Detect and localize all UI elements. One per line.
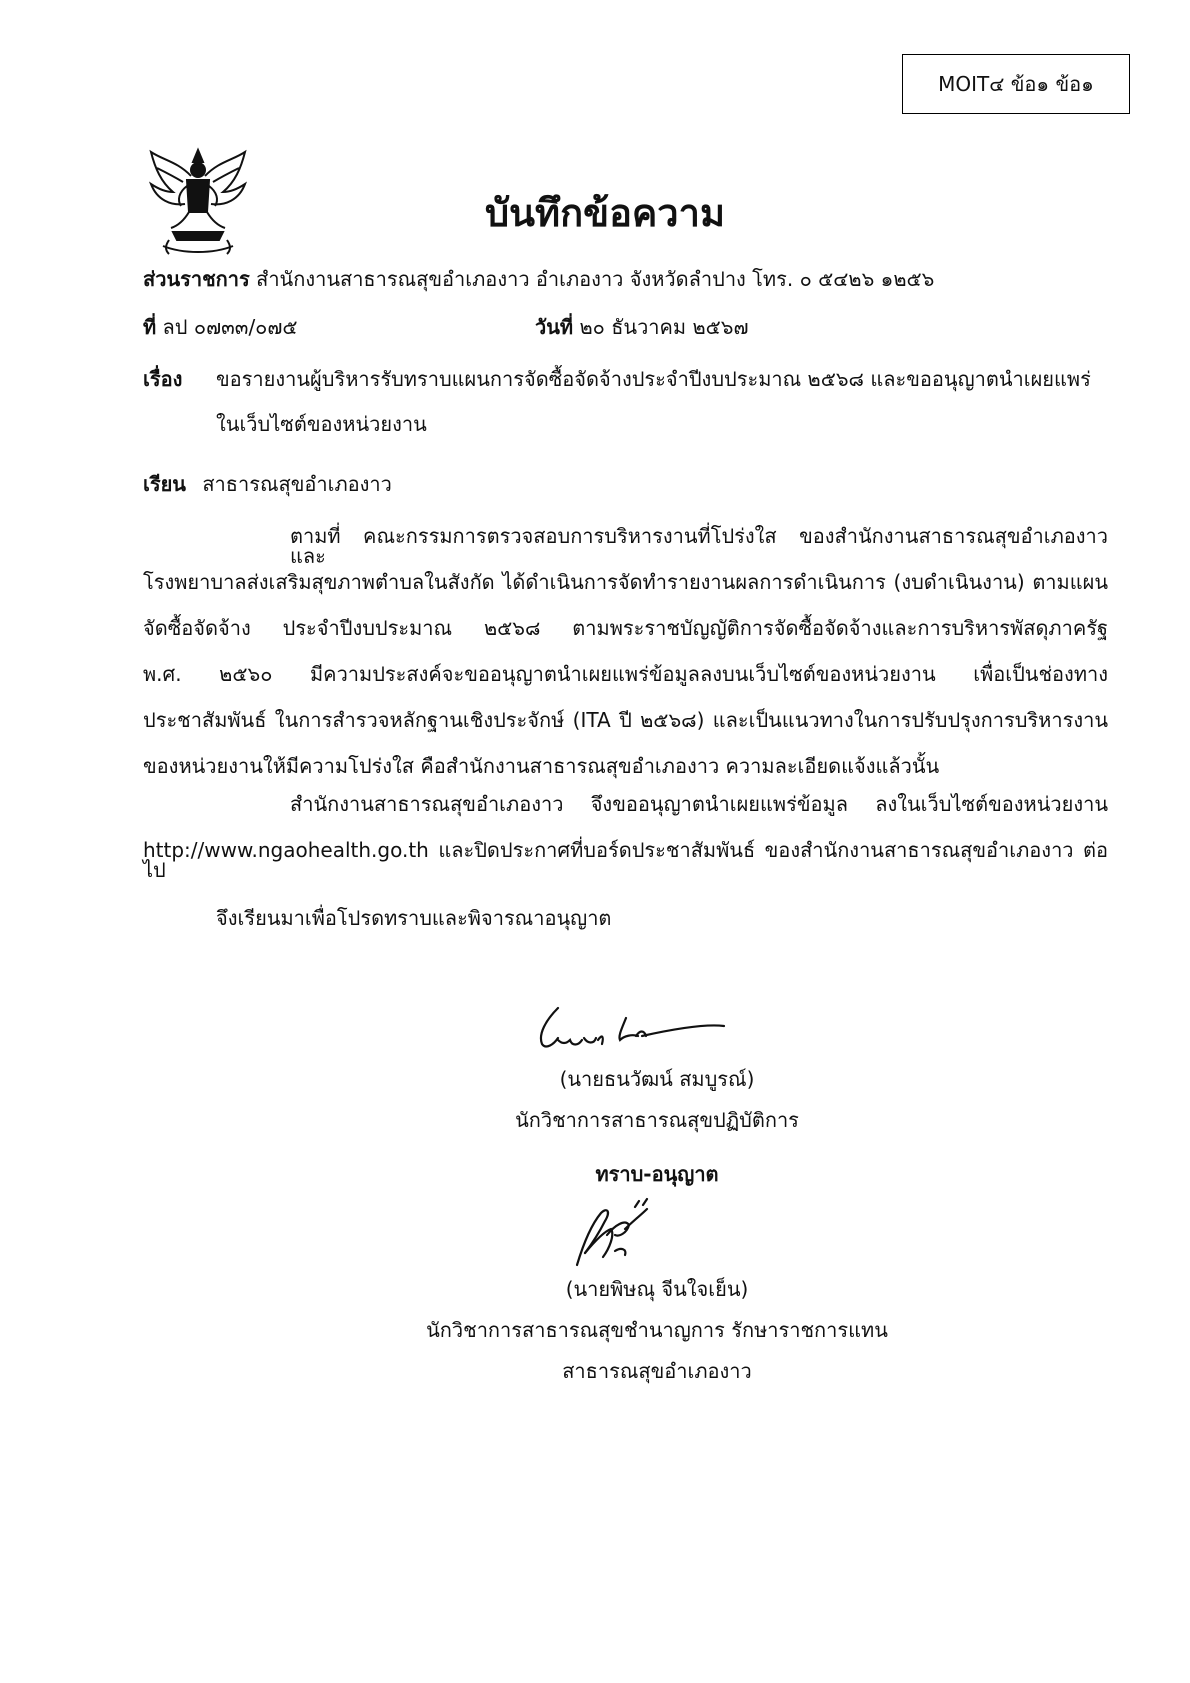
memo-title: บันทึกข้อความ [484, 191, 726, 235]
paragraph-1-line: พ.ศ. ๒๕๖๐ มีความประสงค์จะขออนุญาตนำเผยแพร่ข้อมูลลงบนเว็บไซต์ของหน่วยงาน เพื่อเป็นช่องทาง [143, 662, 1108, 686]
agency-value: สำนักงานสาธารณสุขอำเภองาว อำเภองาว จังหวัดลำปาง โทร. ๐ ๕๔๒๖ ๑๒๕๖ [256, 267, 935, 291]
subject-label: เรื่อง [143, 367, 183, 391]
agency-label: ส่วนราชการ [143, 267, 250, 291]
signature-2 [555, 1195, 665, 1275]
document-code-box [902, 54, 1130, 114]
body-paragraph-2 [143, 794, 1108, 886]
date-line [535, 311, 749, 343]
salutation-label: เรียน [143, 472, 186, 496]
agency-line [143, 263, 934, 295]
signer-1-position: นักวิชาการสาธารณสุขปฏิบัติการ [515, 1108, 799, 1132]
reference-value: ลป ๐๗๓๓/๐๗๕ [162, 315, 298, 339]
document-code: MOIT๔ ข้อ๑ ข้อ๑ [938, 72, 1094, 96]
body-paragraph-1 [143, 526, 1108, 802]
signature-1 [528, 1000, 728, 1060]
paragraph-1-line: จัดซื้อจัดจ้าง ประจำปีงบประมาณ ๒๕๖๘ ตามพระราชบัญญัติการจัดซื้อจัดจ้างและการบริหารพัสดุภาครัฐ [143, 616, 1108, 640]
paragraph-1-line: โรงพยาบาลส่งเสริมสุขภาพตำบลในสังกัด ได้ดำเนินการจัดทำรายงานผลการดำเนินการ (งบดำเนินงาน) ตามแผน [143, 570, 1108, 594]
subject-line-1: ขอรายงานผู้บริหารรับทราบแผนการจัดซื้อจัดจ้างประจำปีงบประมาณ ๒๕๖๘ และขออนุญาตนำเผยแพร่ [216, 367, 1091, 391]
paragraph-2-line: สำนักงานสาธารณสุขอำเภองาว จึงขออนุญาตนำเผยแพร่ข้อมูล ลงในเว็บไซต์ของหน่วยงาน [290, 792, 1108, 816]
reference-label: ที่ [143, 315, 157, 339]
salutation-line [143, 468, 392, 500]
signer-1-name: (นายธนวัฒน์ สมบูรณ์) [559, 1067, 755, 1091]
approval-label: ทราบ-อนุญาต [595, 1162, 719, 1186]
closing-line: จึงเรียนมาเพื่อโปรดทราบและพิจารณาอนุญาต [216, 906, 612, 930]
signer-2-name: (นายพิษณุ จีนใจเย็น) [565, 1277, 749, 1301]
garuda-emblem-icon [143, 142, 253, 260]
paragraph-1-line: ประชาสัมพันธ์ ในการสำรวจหลักฐานเชิงประจักษ์ (ITA ปี ๒๕๖๘) และเป็นแนวทางในการปรับปรุงการบริหารงาน [143, 708, 1108, 732]
date-label: วันที่ [535, 315, 574, 339]
signer-2-position-2: สาธารณสุขอำเภองาว [562, 1359, 752, 1383]
paragraph-1-line: ตามที่ คณะกรรมการตรวจสอบการบริหารงานที่โปร่งใส ของสำนักงานสาธารณสุขอำเภองาวและ [290, 524, 1108, 568]
salutation-value: สาธารณสุขอำเภองาว [202, 472, 392, 496]
paragraph-1-line: ของหน่วยงานให้มีความโปร่งใส คือสำนักงานสาธารณสุขอำเภองาว ความละเอียดแจ้งแล้วนั้น [143, 754, 940, 778]
date-value: ๒๐ ธันวาคม ๒๕๖๗ [579, 315, 749, 339]
paragraph-2-line: http://www.ngaohealth.go.th และปิดประกาศที่บอร์ดประชาสัมพันธ์ ของสำนักงานสาธารณสุขอำเภองาว ต่อไป [143, 838, 1108, 882]
reference-line [143, 311, 298, 343]
signer-2-position: นักวิชาการสาธารณสุขชำนาญการ รักษาราชการแทน [426, 1318, 888, 1342]
subject-line-2: ในเว็บไซต์ของหน่วยงาน [216, 412, 427, 436]
